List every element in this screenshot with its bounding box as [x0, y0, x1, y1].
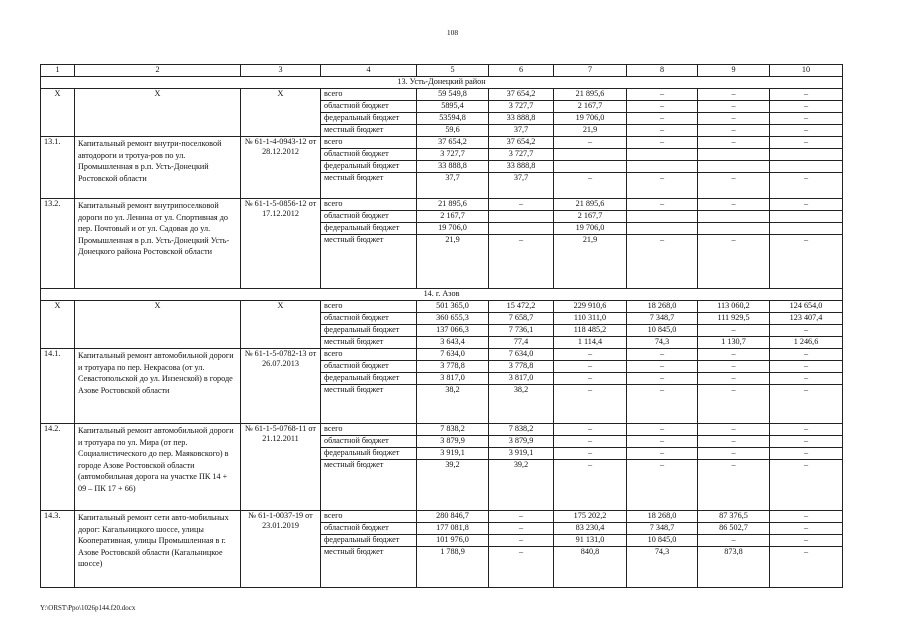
amount-cell: –: [627, 137, 698, 149]
amount-cell: 3 919,1: [489, 448, 554, 460]
object-name: Капитальный ремонт автомобильной дороги и тротуара по ул. Мира (от пер. Социалистического до пер. Маяковского) в городе Азове Ростовской области (автомобильная дорога на участке ПК 14 + 09 – ПК 17 + 66): [75, 424, 241, 511]
amount-cell: 7 838,2: [489, 424, 554, 436]
table-row: [41, 301, 843, 313]
amount-cell: –: [627, 125, 698, 137]
amount-cell: 59 549,8: [417, 89, 489, 101]
amount-cell: 38,2: [489, 385, 554, 424]
amount-cell: –: [770, 137, 843, 149]
amount-cell: 1 130,7: [698, 337, 770, 349]
amount-cell: [489, 223, 554, 235]
amount-cell: 110 311,0: [554, 313, 627, 325]
amount-cell: –: [627, 101, 698, 113]
amount-cell: –: [698, 436, 770, 448]
object-name: Капитальный ремонт сети авто-мобильных дорог: Кагальницкого шоссе, улицы Кооперативная, улицы Промышленная в г. Азове Ростовской области (Кагальницкое шоссе): [75, 511, 241, 588]
funding-source: всего: [321, 301, 417, 313]
column-header: 3: [241, 65, 321, 77]
amount-cell: 18 268,0: [627, 301, 698, 313]
amount-cell: 3 778,8: [489, 361, 554, 373]
amount-cell: –: [770, 361, 843, 373]
amount-cell: –: [698, 373, 770, 385]
amount-cell: –: [627, 373, 698, 385]
amount-cell: –: [770, 349, 843, 361]
amount-cell: 74,3: [627, 337, 698, 349]
object-name: Х: [75, 301, 241, 349]
amount-cell: 77,4: [489, 337, 554, 349]
amount-cell: 39,2: [417, 460, 489, 511]
amount-cell: 3 919,1: [417, 448, 489, 460]
expertise-document: № 61-1-5-0856-12 от 17.12.2012: [241, 199, 321, 289]
funding-source: областной бюджет: [321, 523, 417, 535]
table-row: [41, 424, 843, 436]
funding-source: всего: [321, 199, 417, 211]
amount-cell: –: [770, 89, 843, 101]
amount-cell: 21,9: [554, 235, 627, 289]
amount-cell: 501 365,0: [417, 301, 489, 313]
amount-cell: 86 502,7: [698, 523, 770, 535]
amount-cell: 124 654,0: [770, 301, 843, 313]
amount-cell: –: [770, 436, 843, 448]
amount-cell: 280 846,7: [417, 511, 489, 523]
amount-cell: –: [770, 199, 843, 211]
budget-table: [40, 64, 843, 588]
amount-cell: 3 817,0: [489, 373, 554, 385]
amount-cell: 229 910,6: [554, 301, 627, 313]
amount-cell: –: [627, 460, 698, 511]
amount-cell: –: [554, 173, 627, 199]
column-header: 10: [770, 65, 843, 77]
amount-cell: –: [698, 89, 770, 101]
table-row: [41, 511, 843, 523]
funding-source: всего: [321, 137, 417, 149]
amount-cell: –: [627, 89, 698, 101]
amount-cell: 7 634,0: [489, 349, 554, 361]
amount-cell: 3 727,7: [489, 149, 554, 161]
amount-cell: –: [554, 137, 627, 149]
amount-cell: –: [698, 460, 770, 511]
amount-cell: –: [698, 173, 770, 199]
funding-source: областной бюджет: [321, 101, 417, 113]
amount-cell: [770, 149, 843, 161]
amount-cell: 83 230,4: [554, 523, 627, 535]
funding-source: всего: [321, 424, 417, 436]
table-row: [41, 89, 843, 101]
amount-cell: 137 066,3: [417, 325, 489, 337]
funding-source: федеральный бюджет: [321, 535, 417, 547]
amount-cell: 177 081,8: [417, 523, 489, 535]
section-title: 13. Усть-Донецкий район: [41, 77, 843, 89]
row-number: 14.2.: [41, 424, 75, 511]
page-number: 108: [446, 28, 459, 37]
expertise-document: № 61-1-5-0768-11 от 21.12.2011: [241, 424, 321, 511]
funding-source: областной бюджет: [321, 361, 417, 373]
amount-cell: 37 654,2: [417, 137, 489, 149]
amount-cell: 37 654,2: [489, 89, 554, 101]
funding-source: федеральный бюджет: [321, 448, 417, 460]
funding-source: всего: [321, 349, 417, 361]
funding-source: местный бюджет: [321, 547, 417, 588]
amount-cell: 87 376,5: [698, 511, 770, 523]
amount-cell: –: [489, 511, 554, 523]
row-number: Х: [41, 301, 75, 349]
amount-cell: –: [627, 448, 698, 460]
amount-cell: 33 888,8: [489, 113, 554, 125]
column-header: 9: [698, 65, 770, 77]
funding-source: всего: [321, 89, 417, 101]
row-number: 14.1.: [41, 349, 75, 424]
amount-cell: 7 348,7: [627, 313, 698, 325]
amount-cell: 21,9: [417, 235, 489, 289]
funding-source: местный бюджет: [321, 385, 417, 424]
funding-source: местный бюджет: [321, 125, 417, 137]
object-name: Капитальный ремонт внутри-поселковой автодороги и тротуа-ров по ул. Промышленная в р.п. Усть-Донецкий Ростовской области: [75, 137, 241, 199]
expertise-document: № 61-1-0037-19 от 23.01.2019: [241, 511, 321, 588]
amount-cell: 873,8: [698, 547, 770, 588]
object-name: Х: [75, 89, 241, 137]
amount-cell: 1 114,4: [554, 337, 627, 349]
funding-source: всего: [321, 511, 417, 523]
amount-cell: –: [554, 385, 627, 424]
table-row: [41, 349, 843, 361]
amount-cell: –: [770, 523, 843, 535]
amount-cell: –: [770, 101, 843, 113]
row-number: 13.2.: [41, 199, 75, 289]
row-number: 13.1.: [41, 137, 75, 199]
funding-source: областной бюджет: [321, 211, 417, 223]
amount-cell: –: [627, 199, 698, 211]
amount-cell: –: [698, 137, 770, 149]
amount-cell: –: [698, 199, 770, 211]
amount-cell: 118 485,2: [554, 325, 627, 337]
amount-cell: –: [554, 460, 627, 511]
amount-cell: –: [698, 361, 770, 373]
column-header: 6: [489, 65, 554, 77]
column-header: 8: [627, 65, 698, 77]
amount-cell: [770, 161, 843, 173]
amount-cell: 7 348,7: [627, 523, 698, 535]
funding-source: местный бюджет: [321, 337, 417, 349]
amount-cell: [489, 211, 554, 223]
amount-cell: –: [554, 448, 627, 460]
amount-cell: 7 736,1: [489, 325, 554, 337]
amount-cell: 1 246,6: [770, 337, 843, 349]
funding-source: областной бюджет: [321, 313, 417, 325]
expertise-document: Х: [241, 89, 321, 137]
amount-cell: 37,7: [489, 173, 554, 199]
amount-cell: [698, 223, 770, 235]
amount-cell: –: [770, 373, 843, 385]
amount-cell: 18 268,0: [627, 511, 698, 523]
amount-cell: [627, 223, 698, 235]
amount-cell: –: [770, 460, 843, 511]
funding-source: областной бюджет: [321, 436, 417, 448]
amount-cell: 21 895,6: [554, 89, 627, 101]
amount-cell: 19 706,0: [417, 223, 489, 235]
amount-cell: 10 845,0: [627, 325, 698, 337]
amount-cell: 53594,8: [417, 113, 489, 125]
amount-cell: 33 888,8: [417, 161, 489, 173]
amount-cell: 33 888,8: [489, 161, 554, 173]
amount-cell: 111 929,5: [698, 313, 770, 325]
amount-cell: 21,9: [554, 125, 627, 137]
amount-cell: –: [770, 448, 843, 460]
section-title-row: [41, 77, 843, 89]
amount-cell: 113 060,2: [698, 301, 770, 313]
amount-cell: –: [554, 424, 627, 436]
amount-cell: [698, 211, 770, 223]
table-row: [41, 199, 843, 211]
column-header: 5: [417, 65, 489, 77]
amount-cell: 19 706,0: [554, 223, 627, 235]
amount-cell: 3 727,7: [489, 101, 554, 113]
funding-source: местный бюджет: [321, 460, 417, 511]
amount-cell: 3 879,9: [489, 436, 554, 448]
funding-source: федеральный бюджет: [321, 113, 417, 125]
amount-cell: –: [698, 424, 770, 436]
amount-cell: 59,6: [417, 125, 489, 137]
funding-source: федеральный бюджет: [321, 325, 417, 337]
funding-source: федеральный бюджет: [321, 373, 417, 385]
amount-cell: –: [554, 349, 627, 361]
amount-cell: 10 845,0: [627, 535, 698, 547]
amount-cell: –: [698, 113, 770, 125]
amount-cell: 7 838,2: [417, 424, 489, 436]
amount-cell: 2 167,7: [554, 211, 627, 223]
expertise-document: № 61-1-5-0782-13 от 26.07.2013: [241, 349, 321, 424]
amount-cell: [698, 161, 770, 173]
amount-cell: –: [770, 125, 843, 137]
column-header: 7: [554, 65, 627, 77]
amount-cell: –: [627, 361, 698, 373]
amount-cell: –: [627, 349, 698, 361]
amount-cell: 21 895,6: [417, 199, 489, 211]
funding-source: местный бюджет: [321, 235, 417, 289]
amount-cell: –: [770, 535, 843, 547]
amount-cell: –: [698, 349, 770, 361]
amount-cell: 3 778,8: [417, 361, 489, 373]
funding-source: федеральный бюджет: [321, 161, 417, 173]
amount-cell: 3 643,4: [417, 337, 489, 349]
amount-cell: 38,2: [417, 385, 489, 424]
amount-cell: –: [627, 235, 698, 289]
amount-cell: –: [698, 448, 770, 460]
amount-cell: –: [770, 385, 843, 424]
amount-cell: 2 167,7: [554, 101, 627, 113]
amount-cell: [554, 161, 627, 173]
amount-cell: 3 727,7: [417, 149, 489, 161]
amount-cell: –: [770, 235, 843, 289]
amount-cell: 37,7: [417, 173, 489, 199]
footer-file-path: Y:\ORST\Ppo\1026p144.f20.docx: [40, 604, 136, 612]
amount-cell: [770, 211, 843, 223]
object-name: Капитальный ремонт автомобильной дороги и тротуара по пер. Некрасова (от ул. Севастопольской до ул. Инзенской) в городе Азове Ростовской области: [75, 349, 241, 424]
amount-cell: 101 976,0: [417, 535, 489, 547]
amount-cell: –: [698, 125, 770, 137]
amount-cell: –: [698, 385, 770, 424]
amount-cell: 7 658,7: [489, 313, 554, 325]
amount-cell: 21 895,6: [554, 199, 627, 211]
amount-cell: [627, 211, 698, 223]
section-title-row: [41, 289, 843, 301]
amount-cell: –: [770, 511, 843, 523]
amount-cell: –: [554, 373, 627, 385]
funding-source: местный бюджет: [321, 173, 417, 199]
expertise-document: Х: [241, 301, 321, 349]
amount-cell: –: [489, 523, 554, 535]
amount-cell: –: [627, 173, 698, 199]
object-name: Капитальный ремонт внутрипоселковой дороги по ул. Ленина от ул. Спортивная до пер. Почтовый и от ул. Садовая до ул. Промышленная в р.п. Усть-Донецкий Усть-Донецкого района Ростовской области: [75, 199, 241, 289]
amount-cell: [627, 149, 698, 161]
amount-cell: –: [489, 235, 554, 289]
amount-cell: 840,8: [554, 547, 627, 588]
amount-cell: 2 167,7: [417, 211, 489, 223]
amount-cell: 7 634,0: [417, 349, 489, 361]
amount-cell: –: [489, 535, 554, 547]
amount-cell: 39,2: [489, 460, 554, 511]
column-header: 2: [75, 65, 241, 77]
amount-cell: –: [770, 173, 843, 199]
amount-cell: 74,3: [627, 547, 698, 588]
amount-cell: [698, 149, 770, 161]
column-header: 4: [321, 65, 417, 77]
amount-cell: 5895,4: [417, 101, 489, 113]
column-header: 1: [41, 65, 75, 77]
amount-cell: –: [770, 547, 843, 588]
table-row: [41, 137, 843, 149]
amount-cell: 360 655,3: [417, 313, 489, 325]
amount-cell: –: [627, 436, 698, 448]
amount-cell: 3 817,0: [417, 373, 489, 385]
amount-cell: 37,7: [489, 125, 554, 137]
amount-cell: 175 202,2: [554, 511, 627, 523]
amount-cell: 123 407,4: [770, 313, 843, 325]
amount-cell: 19 706,0: [554, 113, 627, 125]
amount-cell: 1 788,9: [417, 547, 489, 588]
row-number: Х: [41, 89, 75, 137]
amount-cell: –: [698, 535, 770, 547]
amount-cell: –: [770, 113, 843, 125]
amount-cell: –: [698, 325, 770, 337]
amount-cell: –: [770, 424, 843, 436]
header-row: [41, 65, 843, 77]
amount-cell: –: [554, 361, 627, 373]
row-number: 14.3.: [41, 511, 75, 588]
funding-source: областной бюджет: [321, 149, 417, 161]
amount-cell: –: [698, 235, 770, 289]
amount-cell: –: [489, 199, 554, 211]
amount-cell: [627, 161, 698, 173]
amount-cell: –: [489, 547, 554, 588]
amount-cell: 37 654,2: [489, 137, 554, 149]
amount-cell: 91 131,0: [554, 535, 627, 547]
amount-cell: –: [627, 424, 698, 436]
amount-cell: –: [554, 436, 627, 448]
amount-cell: [770, 223, 843, 235]
amount-cell: [554, 149, 627, 161]
amount-cell: –: [627, 113, 698, 125]
amount-cell: 3 879,9: [417, 436, 489, 448]
funding-source: федеральный бюджет: [321, 223, 417, 235]
amount-cell: 15 472,2: [489, 301, 554, 313]
amount-cell: –: [770, 325, 843, 337]
amount-cell: –: [627, 385, 698, 424]
section-title: 14. г. Азов: [41, 289, 843, 301]
amount-cell: –: [698, 101, 770, 113]
expertise-document: № 61-1-4-0943-12 от 28.12.2012: [241, 137, 321, 199]
